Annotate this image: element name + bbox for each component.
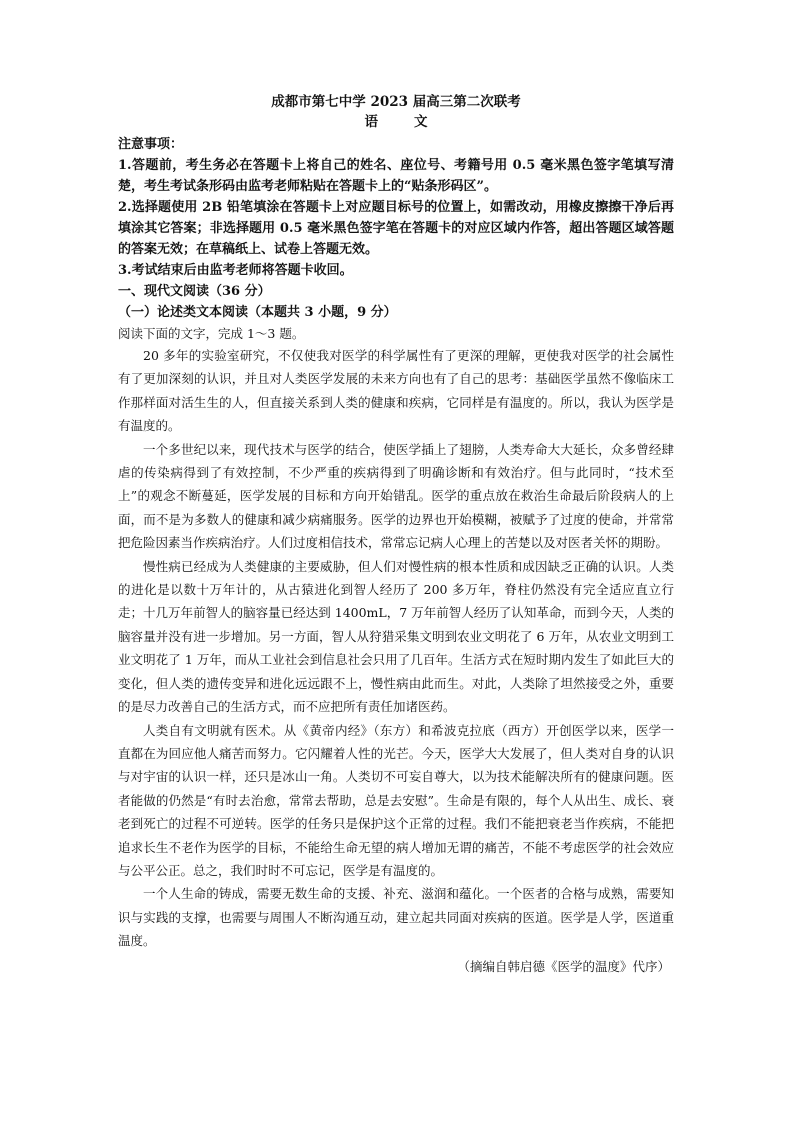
- notes-heading: 注意事项：: [118, 137, 184, 152]
- note-item-3: 3.考试结束后由监考老师将答题卡收回。: [118, 263, 353, 278]
- passage-paragraph-3: 慢性病已经成为人类健康的主要威胁，但人们对慢性病的根本性质和成因缺乏正确的认识。人类的进化是以数十万年计的，从古猿进化到智人经历了 200 多万年，脊柱仍然没有完全适应直立行走；十几万年前智人的脑容量已经达到 1400mL，7 万年前智人经历了认知革命，而到今天，人类的脑容量并没有进一步增加。另一方面，智人从狩猎采集文明到农业文明花了 6 万年，从农业文明到工业文明花了 1 万年，而从工业社会到信息社会只用了几百年。生活方式在短时期内发生了如此巨大的变化，但人类的遗传变异和进化远远跟不上，慢性病由此而生。对此，人类除了坦然接受之外，重要的是尽力改善自己的生活方式，而不应把所有责任加诸医药。: [118, 558, 674, 715]
- note-item-1: 1.答题前，考生务必在答题卡上将自己的姓名、座位号、考籍号用 0.5 毫米黑色签字笔填写清楚，考生考试条形码由监考老师粘贴在答题卡上的“贴条形码区”。: [118, 158, 674, 194]
- passage-paragraph-4: 人类自有文明就有医术。从《黄帝内经》（东方）和希波克拉底（西方）开创医学以来，医学一直都在为回应他人痛苦而努力。它闪耀着人性的光芒。今天，医学大大发展了，但人类对自身的认识与对宇宙的认识一样，还只是冰山一角。人类切不可妄自尊大，以为技术能解决所有的健康问题。医者能做的仍然是“有时去治愈，常常去帮助，总是去安慰”。生命是有限的，每个人从出生、成长、衰老到死亡的过程不可逆转。医学的任务只是保护这个正常的过程。我们不能把衰老当作疾病，不能把追求长生不老作为医学的目标，不能给生命无望的病人增加无谓的痛苦，不能不考虑医学的社会效应与公平公正。总之，我们时时不可忘记，医学是有温度的。: [118, 722, 674, 878]
- passage-source: （摘编自韩启德《医学的温度》代序）: [457, 958, 670, 974]
- passage-paragraph-1: 20 多年的实验室研究，不仅使我对医学的科学属性有了更深的理解，更使我对医学的社会属性有了更加深刻的认识，并且对人类医学发展的未来方向也有了自己的思考：基础医学虽然不像临床工作那样面对活生生的人，但直接关系到人类的健康和疾病，它同样是有温度的。所以，我认为医学是有温度的。: [118, 348, 674, 434]
- section-heading: 一、现代文阅读（36 分）: [118, 284, 271, 299]
- exam-title: 成都市第七中学 2023 届高三第二次联考: [271, 94, 521, 110]
- note-item-2: 2.选择题使用 2B 铅笔填涂在答题卡上对应题目标号的位置上，如需改动，用橡皮擦擦干净后再填涂其它答案；非选择题用 0.5 毫米黑色签字笔在答题卡的对应区域内作答，超出答题区域答题的答案无效；在草稿纸上、试卷上答题无效。: [118, 200, 674, 257]
- reading-instruction: 阅读下面的文字，完成 1～3 题。: [118, 326, 305, 341]
- exam-page: [118, 92, 674, 979]
- subsection-heading: （一）论述类文本阅读（本题共 3 小题，9 分）: [118, 305, 397, 320]
- passage-paragraph-2: 一个多世纪以来，现代技术与医学的结合，使医学插上了翅膀，人类寿命大大延长，众多曾经肆虐的传染病得到了有效控制，不少严重的疾病得到了明确诊断和有效治疗。但与此同时，“技术至上”的观念不断蔓延，医学发展的目标和方向开始错乱。医学的重点放在救治生命最后阶段病人的上面，而不是为多数人的健康和减少病痛服务。医学的边界也开始模糊，被赋予了过度的使命，并常常把危险因素当作疾病治疗。人们过度相信技术，常常忘记病人心理上的苦楚以及对医者关怀的期盼。: [118, 441, 674, 551]
- subject-title: 语文: [364, 114, 464, 130]
- passage-paragraph-5: 一个人生命的铸成，需要无数生命的支援、补充、滋润和蕴化。一个医者的合格与成熟，需要知识与实践的支撑，也需要与周围人不断沟通互动，建立起共同面对疾病的医道。医学是人学，医道重温度。: [118, 886, 674, 949]
